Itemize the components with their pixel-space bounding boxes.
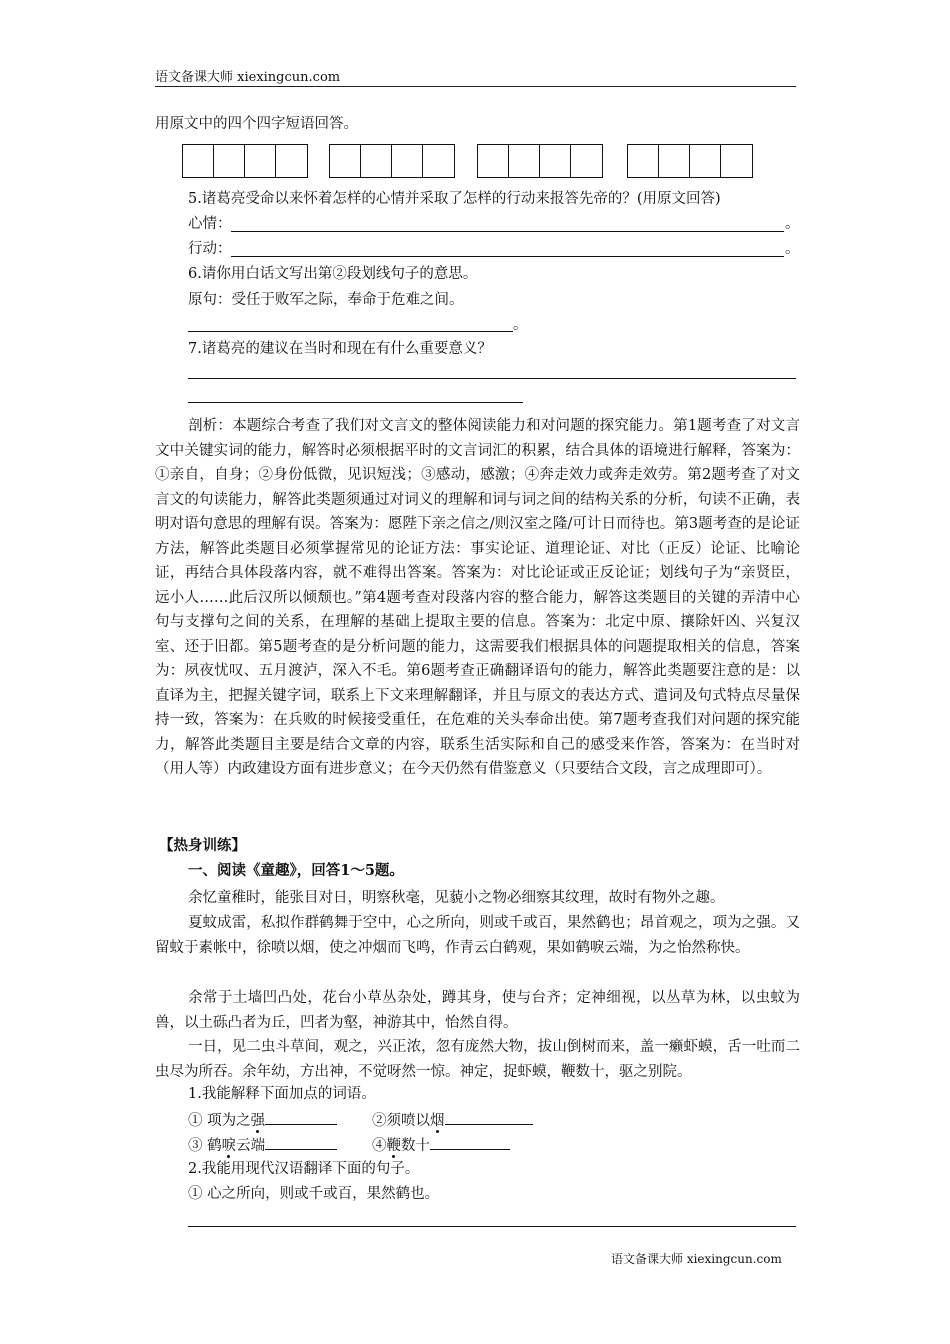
answer-box[interactable] bbox=[330, 145, 361, 177]
passage-paragraph-3: 余常于土墙凹凸处，花台小草丛杂处，蹲其身，使与台齐；定神细视，以丛草为林，以虫蚊为兽，以土砾凸者为丘，凹者为壑，神游其中，怡然自得。 bbox=[155, 990, 800, 1031]
q7-question: 7.诸葛亮的建议在当时和现在有什么重要意义？ bbox=[188, 341, 492, 357]
item-text: ②须喷以 bbox=[372, 1113, 430, 1129]
q6-original: 原句：受任于败军之际，奉命于危难之间。 bbox=[188, 292, 464, 308]
analysis-paragraph: 剖析：本题综合考查了我们对文言文的整体阅读能力和对问题的探究能力。第1题考查了对文言文中关键实词的能力，解答时必须根据平时的文言词汇的积累，结合具体的语境进行解释，答案为：①亲自，自身；②身份低微，见识短浅；③感动，感激；④奔走效力或奔走效劳。第2题考查了对文言文的句读能力，解答此类题须通过对词义的理解和词与词之间的结构关系的分析，句读不正确，表明对语句意思的理解有误。答案为：愿陛下亲之信之/则汉室之隆/可计日而待也。第3题考查的是论证方法，解答此类题目必须掌握常见的论证方法：事实论证、道理论证、对比（正反）论证、比喻论证，再结合具体段落内容，就不难得出答案。答案为：对比论证或正反论证；划线句子为“亲贤臣，远小人……此后汉所以倾颓也。”第4题考查对段落内容的整合能力，解答这类题目的关键的弄清中心句与支撑句之间的关系，在理解的基础上提取主要的信息。答案为：北定中原、攘除奸凶、兴复汉室、还于旧都。第5题考查的是分析问题的能力，这需要我们根据具体的问题提取相关的信息，答案为：夙夜忧叹、五月渡泸，深入不毛。第6题考查正确翻译语句的能力，解答此类题要注意的是：以直译为主，把握关键字词，联系上下文来理解翻译，并且与原文的表达方式、遣词及句式特点尽量保持一致，答案为：在兵败的时候接受重任，在危难的关头奉命出使。第7题考查我们对问题的探究能力，解答此类题目主要是结合文章的内容，联系生活实际和自己的感受来作答，答案为：在当时对（用人等）内政建设方面有进步意义；在今天仍然有借鉴意义（只要结合文段，言之成理即可）。 bbox=[155, 418, 800, 777]
item-text: ① 项为之 bbox=[188, 1113, 251, 1129]
q6-period: 。 bbox=[513, 317, 528, 333]
warmup-q1-item-1 bbox=[188, 1109, 337, 1131]
answer-blank[interactable] bbox=[430, 1134, 510, 1150]
q4-prompt: 用原文中的四个四字短语回答。 bbox=[155, 116, 358, 132]
q5-action-label: 行动： bbox=[188, 241, 232, 257]
answer-box-group-4 bbox=[627, 144, 753, 178]
answer-box[interactable] bbox=[571, 145, 602, 177]
q5-mood-period: 。 bbox=[785, 216, 800, 232]
answer-box[interactable] bbox=[721, 145, 752, 177]
warmup-task: 一、阅读《童趣》，回答1～5题。 bbox=[188, 862, 404, 879]
header-divider bbox=[155, 86, 796, 87]
warmup-q2-answer-line[interactable] bbox=[188, 1226, 796, 1227]
q5-action-period: 。 bbox=[785, 241, 800, 257]
answer-box[interactable] bbox=[540, 145, 571, 177]
warmup-q1-item-4 bbox=[372, 1134, 510, 1156]
warmup-q2-question: 2.我能用现代汉语翻译下面的句子。 bbox=[188, 1161, 420, 1177]
dotted-word: 鞭 bbox=[386, 1138, 401, 1154]
dotted-word: 烟 bbox=[430, 1113, 445, 1129]
answer-box[interactable] bbox=[509, 145, 540, 177]
answer-blank[interactable] bbox=[445, 1109, 533, 1125]
header-brand: 语文备课大师 xiexingcun.com bbox=[155, 70, 341, 85]
q5-mood-label: 心情： bbox=[188, 216, 232, 232]
answer-box[interactable] bbox=[361, 145, 392, 177]
answer-box-group-3 bbox=[477, 144, 603, 178]
item-text: 数十 bbox=[401, 1138, 430, 1154]
answer-box[interactable] bbox=[659, 145, 690, 177]
item-text: ④ bbox=[372, 1138, 387, 1154]
q6-question: 6.请你用白话文写出第②段划线句子的意思。 bbox=[188, 266, 478, 282]
answer-box[interactable] bbox=[392, 145, 423, 177]
warmup-q2-item-1: ① 心之所向，则或千或百，果然鹤也。 bbox=[188, 1186, 440, 1202]
footer-brand: 语文备课大师 xiexingcun.com bbox=[611, 1252, 782, 1266]
q5-mood-answer-line[interactable] bbox=[231, 231, 784, 232]
answer-box[interactable] bbox=[214, 145, 245, 177]
warmup-heading: 【热身训练】 bbox=[159, 837, 246, 854]
item-text: 云端 bbox=[236, 1138, 266, 1154]
answer-box[interactable] bbox=[423, 145, 454, 177]
passage-paragraph-1: 余忆童稚时，能张目对日，明察秋毫，见藐小之物必细察其纹理，故时有物外之趣。 bbox=[188, 890, 725, 906]
warmup-q1-item-3 bbox=[188, 1134, 337, 1156]
passage-paragraph-4: 一日，见二虫斗草间，观之，兴正浓，忽有庞然大物，拔山倒树而来，盖一癞虾蟆，舌一吐而二虫尽为所吞。余年幼，方出神，不觉呀然一惊。神定，捉虾蟆，鞭数十，驱之别院。 bbox=[155, 1039, 800, 1080]
q5-question: 5.诸葛亮受命以来怀着怎样的心情并采取了怎样的行动来报答先帝的？(用原文回答) bbox=[188, 191, 721, 207]
answer-box[interactable] bbox=[245, 145, 276, 177]
q5-action-answer-line[interactable] bbox=[231, 256, 784, 257]
answer-box[interactable] bbox=[478, 145, 509, 177]
answer-box[interactable] bbox=[183, 145, 214, 177]
answer-box[interactable] bbox=[628, 145, 659, 177]
answer-box[interactable] bbox=[276, 145, 307, 177]
answer-box[interactable] bbox=[690, 145, 721, 177]
dotted-word: 唳 bbox=[221, 1138, 237, 1154]
warmup-q1-item-2 bbox=[372, 1109, 533, 1131]
warmup-q1-question: 1.我能解释下面加点的词语。 bbox=[188, 1086, 376, 1102]
q7-answer-line-2[interactable] bbox=[188, 402, 523, 403]
answer-box-group-2 bbox=[329, 144, 455, 178]
answer-box-group-1 bbox=[182, 144, 308, 178]
item-text: ③ 鹤 bbox=[188, 1138, 222, 1154]
answer-blank[interactable] bbox=[265, 1134, 337, 1150]
answer-blank[interactable] bbox=[265, 1109, 337, 1125]
dotted-word: 强 bbox=[250, 1113, 266, 1129]
q6-answer-line[interactable] bbox=[188, 331, 513, 332]
q7-answer-line-1[interactable] bbox=[188, 378, 796, 379]
passage-paragraph-2: 夏蚊成雷，私拟作群鹤舞于空中，心之所向，则或千或百，果然鹤也；昂首观之，项为之强。又留蚊于素帐中，徐喷以烟，使之冲烟而飞鸣，作青云白鹤观，果如鹤唳云端，为之怡然称快。 bbox=[155, 915, 800, 956]
